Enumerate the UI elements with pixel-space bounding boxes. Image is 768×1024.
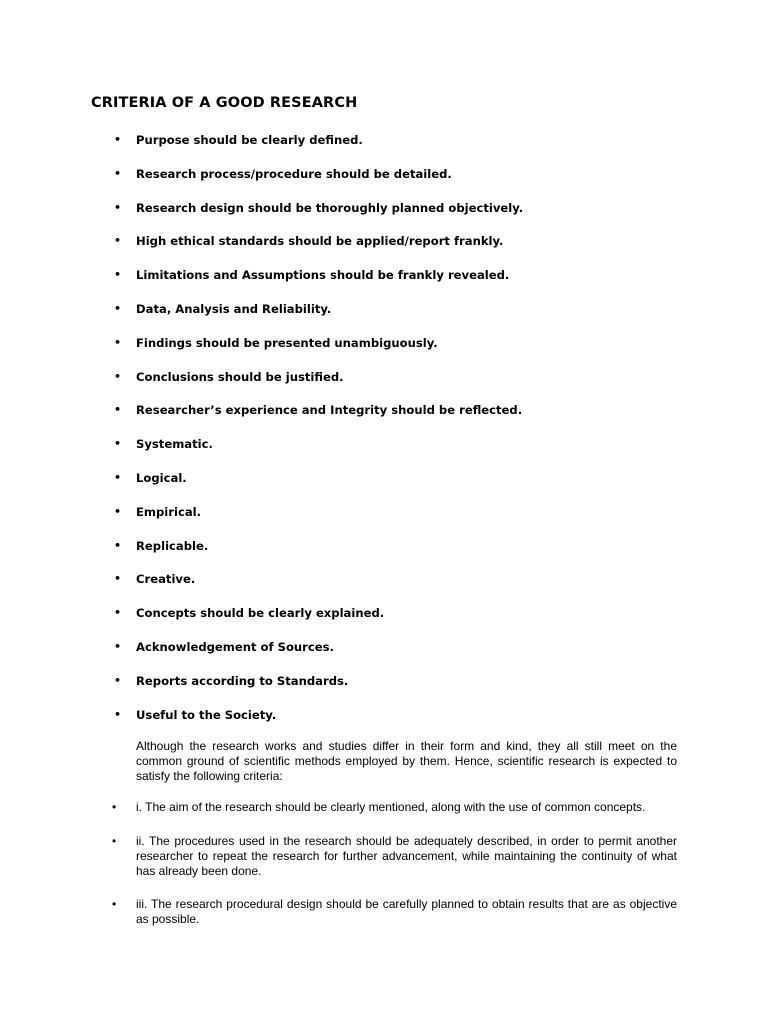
- list-item-text: Reports according to Standards.: [136, 673, 349, 688]
- list-item-text: i. The aim of the research should be clearly mentioned, along with the use of common concepts.: [136, 800, 646, 814]
- list-item: [0, 503, 700, 537]
- bullet-icon: •: [114, 572, 122, 586]
- list-item-text: Replicable.: [136, 538, 209, 553]
- bullet-icon: •: [114, 470, 122, 484]
- list-item-text: Creative.: [136, 572, 196, 587]
- list-item-text: Research design should be thoroughly planned objectively.: [136, 200, 524, 215]
- list-item: [0, 706, 700, 740]
- list-item: [0, 800, 700, 815]
- list-item-text: Limitations and Assumptions should be frankly revealed.: [136, 268, 510, 283]
- list-item: [0, 435, 700, 469]
- list-item-text: Research process/procedure should be detailed.: [136, 166, 452, 181]
- bullet-icon: •: [114, 606, 122, 620]
- list-item-text: Systematic.: [136, 437, 213, 452]
- list-item: [0, 897, 700, 927]
- list-item-text: Findings should be presented unambiguously.: [136, 335, 438, 350]
- list-item: [0, 604, 700, 638]
- bullet-icon: •: [112, 800, 117, 814]
- bullet-icon: •: [114, 639, 122, 653]
- bullet-icon: •: [114, 437, 122, 451]
- list-item-text: iii. The research procedural design should be carefully planned to obtain results that are as objective as possible.: [136, 897, 677, 926]
- list-item: [0, 401, 700, 435]
- list-item: [0, 334, 700, 368]
- list-item: [0, 368, 700, 402]
- bullet-icon: •: [114, 234, 122, 248]
- list-item-text: Logical.: [136, 470, 187, 485]
- list-item: [0, 469, 700, 503]
- bullet-icon: •: [112, 834, 117, 848]
- list-item-text: ii. The procedures used in the research should be adequately described, in order to permit another researcher to repeat the research for further advancement, while maintaining the continuity of what has already been done.: [136, 834, 677, 878]
- bullet-icon: •: [114, 707, 122, 721]
- list-item: [0, 570, 700, 604]
- list-item: [0, 834, 700, 879]
- bullet-icon: •: [114, 538, 122, 552]
- bullet-icon: •: [114, 369, 122, 383]
- list-item-text: Conclusions should be justified.: [136, 369, 344, 384]
- criteria-list: [0, 131, 700, 739]
- list-item-text: Empirical.: [136, 504, 202, 519]
- list-item: [0, 232, 700, 266]
- list-item: [0, 300, 700, 334]
- bullet-icon: •: [114, 166, 122, 180]
- list-item-text: Data, Analysis and Reliability.: [136, 301, 332, 316]
- list-item: [0, 266, 700, 300]
- bullet-icon: •: [114, 403, 122, 417]
- list-item: [0, 165, 700, 199]
- list-item: [0, 672, 700, 706]
- list-item: [0, 638, 700, 672]
- sub-criteria-list: [0, 800, 700, 927]
- list-item: [0, 537, 700, 571]
- list-item-text: Researcher’s experience and Integrity should be reflected.: [136, 403, 523, 418]
- list-item-text: Purpose should be clearly defined.: [136, 133, 363, 147]
- bullet-icon: •: [114, 301, 122, 315]
- list-item-text: Concepts should be clearly explained.: [136, 606, 385, 621]
- bullet-icon: •: [114, 200, 122, 214]
- page-title: CRITERIA OF A GOOD RESEARCH: [91, 95, 358, 111]
- body-paragraph: Although the research works and studies differ in their form and kind, they all still meet on the common ground of scientific methods employed by them. Hence, scientific research is expected to satisfy the following criteria:: [136, 739, 677, 783]
- bullet-icon: •: [112, 897, 117, 911]
- bullet-icon: •: [114, 268, 122, 282]
- list-item-text: Useful to the Society.: [136, 707, 277, 722]
- list-item: [0, 199, 700, 233]
- bullet-icon: •: [114, 335, 122, 349]
- list-item: [0, 131, 700, 165]
- bullet-icon: •: [114, 673, 122, 687]
- list-item-text: Acknowledgement of Sources.: [136, 639, 334, 654]
- list-item-text: High ethical standards should be applied/report frankly.: [136, 234, 504, 249]
- bullet-icon: •: [114, 504, 122, 518]
- bullet-icon: •: [114, 133, 122, 146]
